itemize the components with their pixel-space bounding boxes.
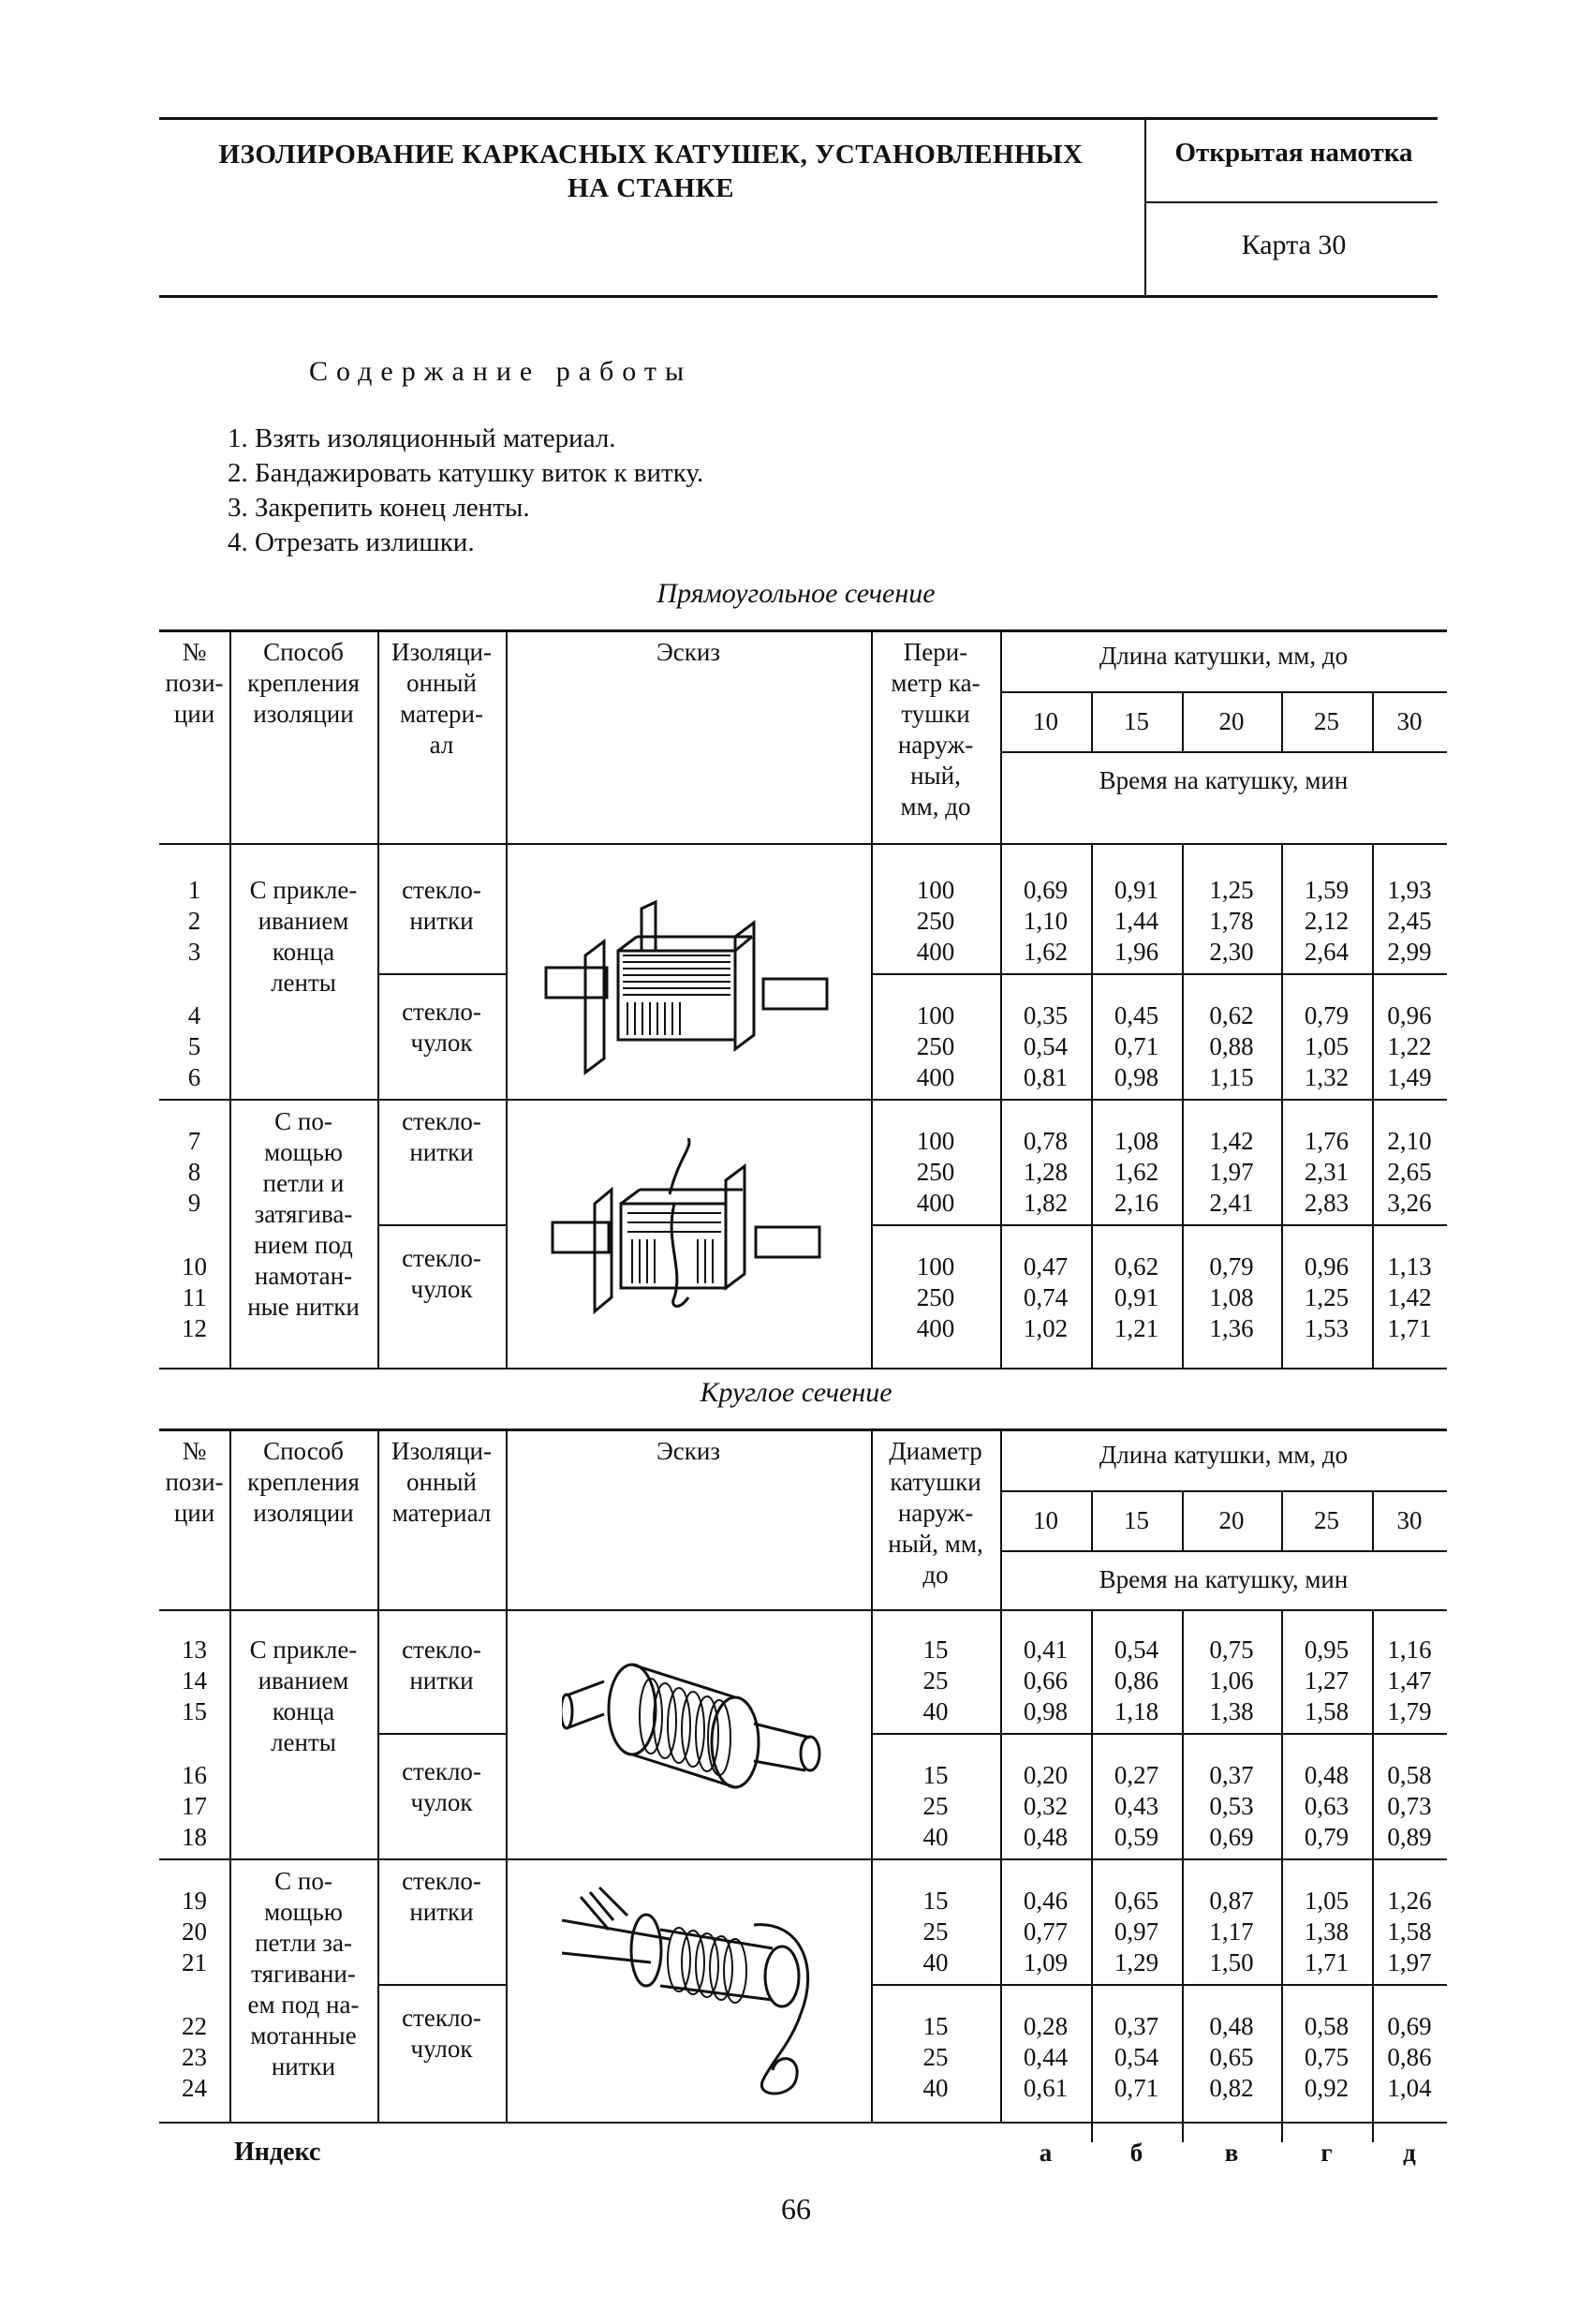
row-param: 15 — [922, 1636, 949, 1664]
time-value: 2,30 — [1209, 938, 1254, 966]
row-param: 40 — [922, 1948, 949, 1976]
rule — [1000, 691, 1447, 693]
rule — [159, 1099, 1447, 1101]
time-value: 1,09 — [1023, 1948, 1069, 1976]
time-value: 0,81 — [1023, 1063, 1069, 1091]
time-value: 1,16 — [1387, 1636, 1432, 1664]
time-value: 1,49 — [1387, 1063, 1432, 1091]
row-pos-5: 5 — [187, 1032, 201, 1060]
row-param: 100 — [916, 1001, 955, 1029]
time-value: 0,98 — [1114, 1063, 1159, 1091]
time-value: 1,27 — [1304, 1666, 1350, 1695]
row-param: 400 — [916, 938, 955, 966]
time-value: 0,82 — [1209, 2074, 1254, 2102]
time-value: 0,75 — [1209, 1636, 1254, 1664]
row-pos-7: 7 — [187, 1127, 201, 1155]
length-25: 25 — [1314, 1506, 1339, 1534]
row-pos-6: 6 — [187, 1063, 201, 1091]
time-value: 0,89 — [1387, 1823, 1432, 1851]
time-value: 2,31 — [1304, 1158, 1350, 1186]
time-value: 2,10 — [1387, 1127, 1432, 1155]
row-pos-19: 19 — [182, 1887, 207, 1915]
time-value: 1,76 — [1304, 1127, 1350, 1155]
row-pos-10: 10 — [182, 1252, 207, 1280]
row-pos-8: 8 — [187, 1158, 201, 1186]
rule — [1281, 843, 1283, 1368]
time-value: 1,28 — [1023, 1158, 1069, 1186]
time-value: 1,18 — [1114, 1697, 1159, 1725]
row-pos-16: 16 — [182, 1761, 207, 1789]
rule — [506, 629, 508, 1368]
time-value: 0,66 — [1023, 1666, 1069, 1695]
row-pos-15: 15 — [182, 1697, 207, 1725]
row-param: 400 — [916, 1063, 955, 1091]
time-value: 0,48 — [1023, 1823, 1069, 1851]
time-value: 0,58 — [1304, 2012, 1350, 2040]
time-value: 0,58 — [1387, 1761, 1432, 1789]
row-param: 40 — [922, 1823, 949, 1851]
header-length: Длина катушки, мм, до — [1099, 1441, 1349, 1469]
card-number: Карта 30 — [1241, 229, 1347, 260]
time-value: 0,37 — [1209, 1761, 1254, 1789]
time-value: 0,71 — [1114, 2074, 1159, 2102]
time-value: 1,71 — [1387, 1314, 1432, 1342]
row-pos-3: 3 — [187, 938, 201, 966]
row-pos-13: 13 — [182, 1636, 207, 1664]
length-10: 10 — [1033, 707, 1058, 735]
sketch-round-tape — [562, 1644, 824, 1803]
rule — [1182, 1609, 1184, 2122]
time-value: 1,08 — [1114, 1127, 1159, 1155]
row-param: 100 — [916, 876, 955, 904]
time-value: 1,29 — [1114, 1948, 1159, 1976]
time-value: 1,17 — [1209, 1917, 1254, 1946]
time-value: 1,25 — [1209, 876, 1254, 904]
rule — [871, 973, 1447, 975]
time-value: 0,97 — [1114, 1917, 1159, 1946]
time-value: 0,92 — [1304, 2074, 1350, 2102]
time-value: 1,36 — [1209, 1314, 1254, 1342]
row-pos-18: 18 — [182, 1823, 207, 1851]
time-value: 1,05 — [1304, 1032, 1350, 1060]
rule — [159, 1428, 1447, 1431]
category-label: Открытая намотка — [1174, 138, 1413, 168]
rule — [159, 1368, 1447, 1369]
time-value: 1,08 — [1209, 1283, 1254, 1311]
row-param: 250 — [916, 1032, 955, 1060]
rule — [377, 1224, 506, 1226]
rule — [1372, 2122, 1374, 2142]
time-value: 0,74 — [1023, 1283, 1069, 1311]
time-value: 0,96 — [1387, 1001, 1432, 1029]
index-label: Индекс — [234, 2138, 321, 2167]
rule — [1091, 2122, 1093, 2142]
index-letter: г — [1320, 2139, 1333, 2167]
time-value: 1,06 — [1209, 1666, 1254, 1695]
time-value: 0,54 — [1023, 1032, 1069, 1060]
header-material: Изоляци- онный матери- ал — [391, 638, 492, 759]
step-2: 2. Бандажировать катушку виток к витку. — [228, 458, 704, 488]
time-value: 0,75 — [1304, 2043, 1350, 2071]
length-15: 15 — [1124, 707, 1149, 735]
step-4: 4. Отрезать излишки. — [228, 527, 475, 557]
time-value: 1,62 — [1023, 938, 1069, 966]
header-time: Время на катушку, мин — [1099, 1565, 1349, 1593]
time-value: 2,16 — [1114, 1189, 1159, 1217]
time-value: 0,32 — [1023, 1792, 1069, 1820]
material-b-1: стекло- чулок — [402, 1757, 481, 1816]
material-b-2: стекло- чулок — [402, 1244, 481, 1303]
time-value: 1,25 — [1304, 1283, 1350, 1311]
time-value: 0,54 — [1114, 2043, 1159, 2071]
time-value: 0,63 — [1304, 1792, 1350, 1820]
rule — [1281, 2122, 1283, 2142]
header-sketch: Эскиз — [656, 638, 721, 666]
time-value: 0,71 — [1114, 1032, 1159, 1060]
time-value: 1,97 — [1387, 1948, 1432, 1976]
time-value: 0,47 — [1023, 1252, 1069, 1280]
rule — [377, 973, 506, 975]
time-value: 2,64 — [1304, 938, 1350, 966]
rule — [1182, 843, 1184, 1368]
rule — [1091, 1609, 1093, 2122]
time-value: 1,78 — [1209, 907, 1254, 935]
length-20: 20 — [1218, 1506, 1245, 1534]
time-value: 0,86 — [1387, 2043, 1432, 2071]
time-value: 0,37 — [1114, 2012, 1159, 2040]
rule — [871, 1733, 1447, 1735]
time-value: 1,04 — [1387, 2074, 1432, 2102]
method-group-2: С по- мощью петли и затягива- нием под намотан- ные нитки — [247, 1107, 360, 1321]
time-value: 2,12 — [1304, 907, 1350, 935]
time-value: 1,10 — [1023, 907, 1069, 935]
time-value: 1,96 — [1114, 938, 1159, 966]
time-value: 1,47 — [1387, 1666, 1432, 1695]
header-pos: № пози- ции — [165, 1437, 224, 1527]
time-value: 0,65 — [1209, 2043, 1254, 2071]
time-value: 2,99 — [1387, 938, 1432, 966]
row-param: 40 — [922, 2074, 949, 2102]
time-value: 0,44 — [1023, 2043, 1069, 2071]
time-value: 1,58 — [1387, 1917, 1432, 1946]
header-method: Способ крепления изоляции — [247, 638, 360, 728]
time-value: 0,43 — [1114, 1792, 1159, 1820]
row-param: 400 — [916, 1189, 955, 1217]
length-30: 30 — [1396, 707, 1423, 735]
page-title — [178, 138, 1124, 205]
index-letter: б — [1129, 2139, 1143, 2167]
step-1: 1. Взять изоляционный материал. — [228, 423, 616, 453]
row-param: 400 — [916, 1314, 955, 1342]
time-value: 1,26 — [1387, 1887, 1432, 1915]
time-value: 1,93 — [1387, 876, 1432, 904]
rule — [159, 1609, 1447, 1611]
rule — [377, 1984, 506, 1986]
row-param: 25 — [922, 1666, 949, 1695]
length-25: 25 — [1314, 707, 1339, 735]
time-value: 0,62 — [1209, 1001, 1254, 1029]
time-value: 0,87 — [1209, 1887, 1254, 1915]
time-value: 1,44 — [1114, 907, 1159, 935]
index-letter: д — [1403, 2139, 1416, 2167]
time-value: 0,86 — [1114, 1666, 1159, 1695]
time-value: 0,95 — [1304, 1636, 1350, 1664]
time-value: 0,20 — [1023, 1761, 1069, 1789]
header-pos: № пози- ции — [165, 638, 224, 728]
rule — [1281, 1609, 1283, 2122]
row-param: 100 — [916, 1127, 955, 1155]
rule — [159, 2122, 1447, 2124]
material-a-1: стекло- нитки — [402, 1636, 481, 1695]
time-value: 1,42 — [1209, 1127, 1254, 1155]
time-value: 0,48 — [1209, 2012, 1254, 2040]
length-20: 20 — [1218, 707, 1245, 735]
rule — [1372, 843, 1374, 1368]
time-value: 0,48 — [1304, 1761, 1350, 1789]
sketch-rect-tape — [538, 885, 838, 1082]
rule — [1000, 1490, 1447, 1492]
row-param: 25 — [922, 2043, 949, 2071]
rule — [871, 1224, 1447, 1226]
length-15: 15 — [1124, 1506, 1149, 1534]
time-value: 0,59 — [1114, 1823, 1159, 1851]
time-value: 1,71 — [1304, 1948, 1350, 1976]
content-heading: Содержание работы — [309, 356, 693, 387]
material-a-1: стекло- нитки — [402, 876, 481, 935]
time-value: 1,79 — [1387, 1697, 1432, 1725]
time-value: 0,35 — [1023, 1001, 1069, 1029]
header-perimeter: Пери- метр ка- тушки наруж- ный, мм, до — [891, 638, 981, 821]
time-value: 1,21 — [1114, 1314, 1159, 1342]
time-value: 1,53 — [1304, 1314, 1350, 1342]
time-value: 0,79 — [1209, 1252, 1254, 1280]
time-value: 0,27 — [1114, 1761, 1159, 1789]
row-pos-20: 20 — [182, 1917, 207, 1946]
row-param: 250 — [916, 1158, 955, 1186]
length-30: 30 — [1396, 1506, 1423, 1534]
time-value: 1,82 — [1023, 1189, 1069, 1217]
material-a-2: стекло- нитки — [402, 1867, 481, 1926]
time-value: 0,77 — [1023, 1917, 1069, 1946]
time-value: 1,42 — [1387, 1283, 1432, 1311]
time-value: 1,02 — [1023, 1314, 1069, 1342]
rule — [1000, 1550, 1447, 1552]
row-pos-11: 11 — [182, 1283, 207, 1311]
time-value: 1,05 — [1304, 1887, 1350, 1915]
sketch-round-loop — [557, 1883, 829, 2098]
time-value: 0,79 — [1304, 1001, 1350, 1029]
header-method: Способ крепления изоляции — [247, 1437, 360, 1527]
header-length: Длина катушки, мм, до — [1099, 642, 1349, 670]
row-param: 250 — [916, 1283, 955, 1311]
material-b-2: стекло- чулок — [402, 2004, 481, 2063]
time-value: 0,28 — [1023, 2012, 1069, 2040]
time-value: 0,41 — [1023, 1636, 1069, 1664]
time-value: 1,50 — [1209, 1948, 1254, 1976]
time-value: 0,91 — [1114, 876, 1159, 904]
time-value: 0,62 — [1114, 1252, 1159, 1280]
time-value: 0,46 — [1023, 1887, 1069, 1915]
method-group-1: С прикле- иванием конца ленты — [249, 1636, 358, 1756]
row-pos-4: 4 — [187, 1001, 201, 1029]
time-value: 0,78 — [1023, 1127, 1069, 1155]
step-3: 3. Закрепить конец ленты. — [228, 493, 530, 523]
row-pos-17: 17 — [182, 1792, 207, 1820]
time-value: 2,45 — [1387, 907, 1432, 935]
time-value: 0,73 — [1387, 1792, 1432, 1820]
row-pos-21: 21 — [182, 1948, 207, 1976]
row-param: 15 — [922, 2012, 949, 2040]
time-value: 1,38 — [1304, 1917, 1350, 1946]
time-value: 3,26 — [1387, 1189, 1432, 1217]
sketch-rect-loop — [538, 1138, 838, 1335]
time-value: 0,61 — [1023, 2074, 1069, 2102]
row-param: 15 — [922, 1761, 949, 1789]
row-pos-9: 9 — [187, 1189, 201, 1217]
time-value: 2,41 — [1209, 1189, 1254, 1217]
round-caption: Круглое сечение — [700, 1377, 892, 1408]
time-value: 1,59 — [1304, 876, 1350, 904]
material-b-1: стекло- чулок — [402, 998, 481, 1057]
length-10: 10 — [1033, 1506, 1058, 1534]
time-value: 1,15 — [1209, 1063, 1254, 1091]
header-time: Время на катушку, мин — [1099, 766, 1349, 794]
time-value: 1,38 — [1209, 1697, 1254, 1725]
rect-caption: Прямоугольное сечение — [656, 578, 936, 609]
rule — [159, 1858, 1447, 1860]
time-value: 0,88 — [1209, 1032, 1254, 1060]
time-value: 0,91 — [1114, 1283, 1159, 1311]
time-value: 0,79 — [1304, 1823, 1350, 1851]
header-material: Изоляци- онный материал — [391, 1437, 492, 1527]
time-value: 1,62 — [1114, 1158, 1159, 1186]
time-value: 2,83 — [1304, 1189, 1350, 1217]
time-value: 0,69 — [1023, 876, 1069, 904]
row-pos-23: 23 — [182, 2043, 207, 2071]
row-pos-24: 24 — [182, 2074, 207, 2102]
time-value: 1,97 — [1209, 1158, 1254, 1186]
time-value: 0,69 — [1387, 2012, 1432, 2040]
row-pos-22: 22 — [182, 2012, 207, 2040]
time-value: 1,13 — [1387, 1252, 1432, 1280]
time-value: 0,96 — [1304, 1252, 1350, 1280]
row-param: 25 — [922, 1917, 949, 1946]
header-sketch: Эскиз — [656, 1437, 721, 1465]
page-number: 66 — [781, 2192, 811, 2226]
time-value: 0,53 — [1209, 1792, 1254, 1820]
rule — [1091, 843, 1093, 1368]
row-param: 15 — [922, 1887, 949, 1915]
time-value: 0,98 — [1023, 1697, 1069, 1725]
row-pos-2: 2 — [187, 907, 201, 935]
method-group-1: С прикле- иванием конца ленты — [249, 876, 358, 997]
row-param: 100 — [916, 1252, 955, 1280]
time-value: 0,45 — [1114, 1001, 1159, 1029]
time-value: 2,65 — [1387, 1158, 1432, 1186]
method-group-2: С по- мощью петли за- тягивани- ем под на- мотанные нитки — [247, 1867, 360, 2080]
row-pos-1: 1 — [187, 876, 201, 904]
time-value: 0,54 — [1114, 1636, 1159, 1664]
row-param: 25 — [922, 1792, 949, 1820]
rule — [1182, 2122, 1184, 2142]
rule — [506, 1428, 508, 2122]
rule — [871, 1984, 1447, 1986]
index-letter: а — [1039, 2139, 1053, 2167]
header-diameter: Диаметр катушки наруж- ный, мм, до — [888, 1437, 983, 1589]
rule — [159, 629, 1447, 632]
rule — [1000, 751, 1447, 753]
row-pos-12: 12 — [182, 1314, 207, 1342]
time-value: 1,22 — [1387, 1032, 1432, 1060]
time-value: 0,65 — [1114, 1887, 1159, 1915]
index-letter: в — [1224, 2139, 1239, 2167]
row-pos-14: 14 — [182, 1666, 207, 1695]
time-value: 0,69 — [1209, 1823, 1254, 1851]
rule — [159, 843, 1447, 845]
material-a-2: стекло- нитки — [402, 1107, 481, 1166]
time-value: 1,32 — [1304, 1063, 1350, 1091]
title-line-2: НА СТАНКЕ — [568, 173, 734, 203]
row-param: 40 — [922, 1697, 949, 1725]
steps-list — [228, 422, 703, 560]
time-value: 1,58 — [1304, 1697, 1350, 1725]
title-line-1: ИЗОЛИРОВАНИЕ КАРКАСНЫХ КАТУШЕК, УСТАНОВЛЕННЫХ — [218, 140, 1084, 170]
rule — [1372, 1609, 1374, 2122]
rule — [377, 1733, 506, 1735]
row-param: 250 — [916, 907, 955, 935]
